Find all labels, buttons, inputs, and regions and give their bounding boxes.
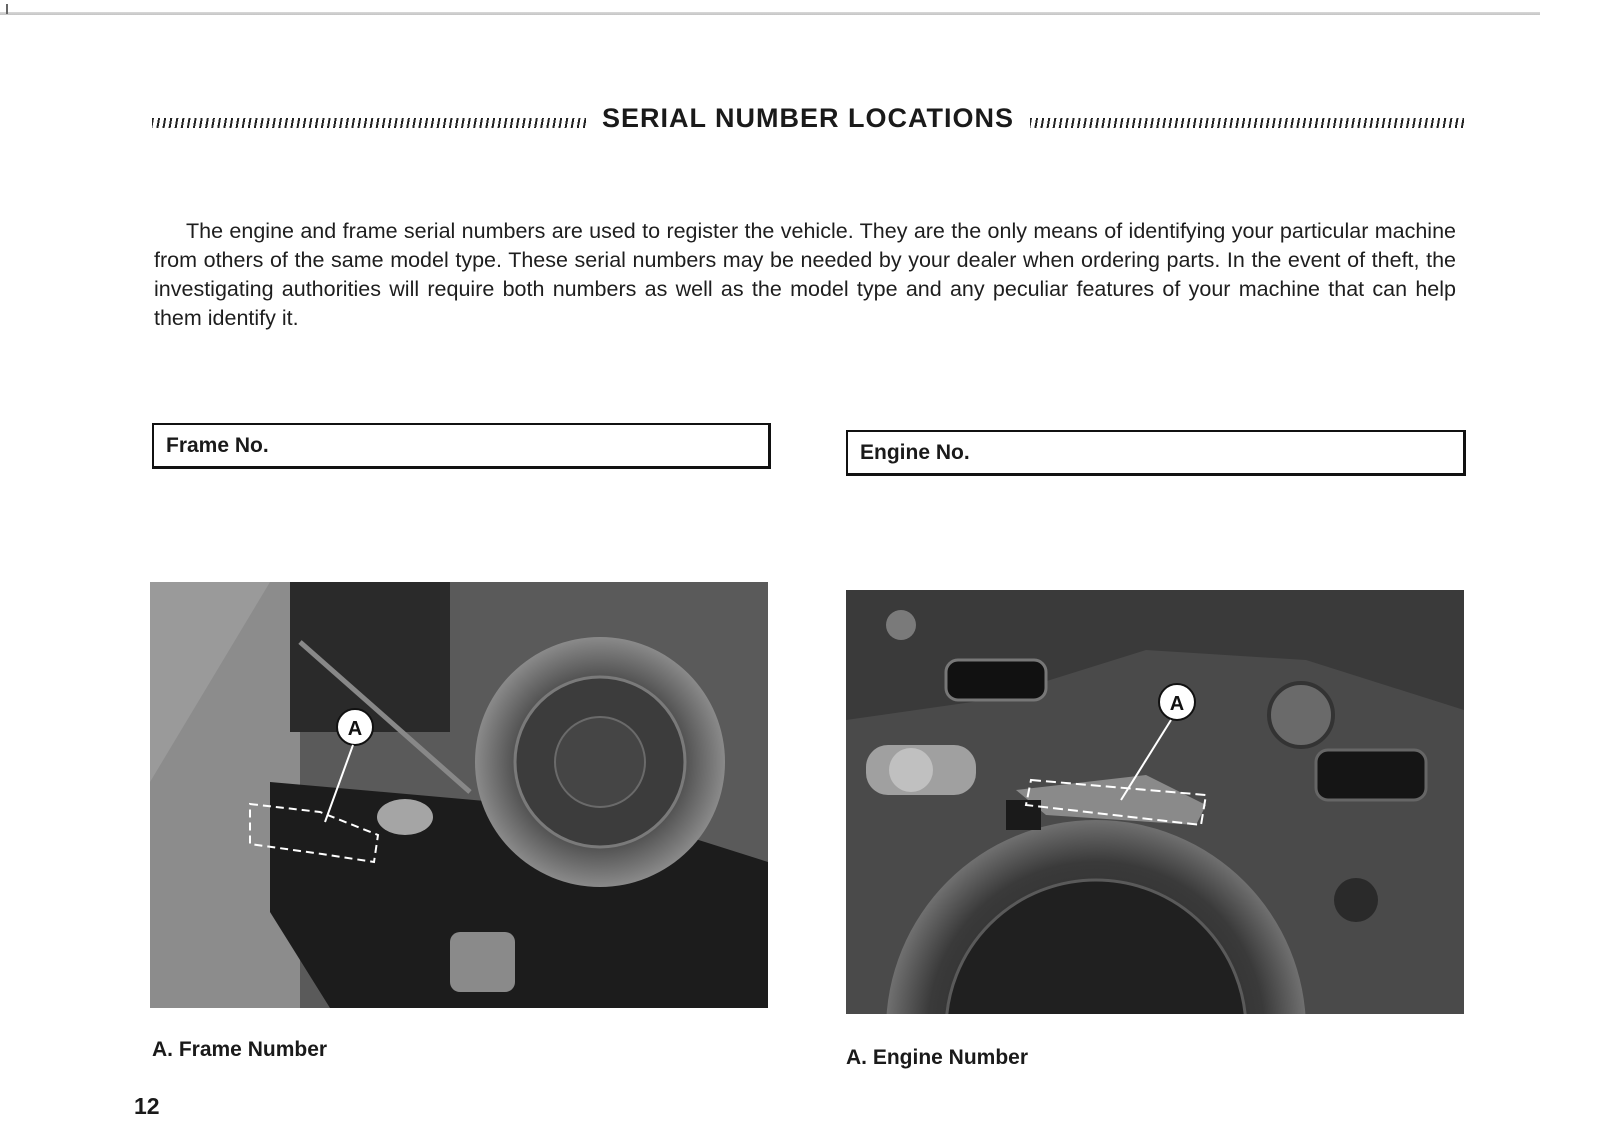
frame-photo-illustration xyxy=(150,582,768,1008)
engine-callout-letter: A xyxy=(1169,693,1185,715)
page-title: SERIAL NUMBER LOCATIONS xyxy=(602,102,1015,133)
engine-number-photo xyxy=(846,590,1464,1014)
intro-paragraph: The engine and frame serial numbers are used to register the vehicle. They are the only means of identifying your particular machine from others of the same model type. These serial numbers may be needed by your dealer when ordering parts. In the event of theft, the investigating authorities will require both numbers as well as the model type and any peculiar features of your machine that can help them identify it. xyxy=(154,218,1456,330)
frame-number-photo xyxy=(150,582,768,1008)
frame-number-label: Frame No. xyxy=(166,434,269,457)
frame-callout-letter: A xyxy=(347,718,363,740)
engine-number-label: Engine No. xyxy=(860,441,970,464)
heading-dots-right xyxy=(1030,118,1464,128)
page-number: 12 xyxy=(134,1093,160,1119)
section-heading xyxy=(152,96,1464,140)
engine-number-box[interactable] xyxy=(846,430,1466,476)
engine-photo-illustration xyxy=(846,590,1464,1014)
top-rule-tick xyxy=(6,4,8,14)
frame-photo-caption: A. Frame Number xyxy=(152,1038,328,1061)
heading-dots-left xyxy=(152,118,586,128)
top-rule xyxy=(0,12,1540,15)
engine-photo-caption: A. Engine Number xyxy=(846,1046,1029,1069)
frame-number-box[interactable] xyxy=(152,423,771,469)
